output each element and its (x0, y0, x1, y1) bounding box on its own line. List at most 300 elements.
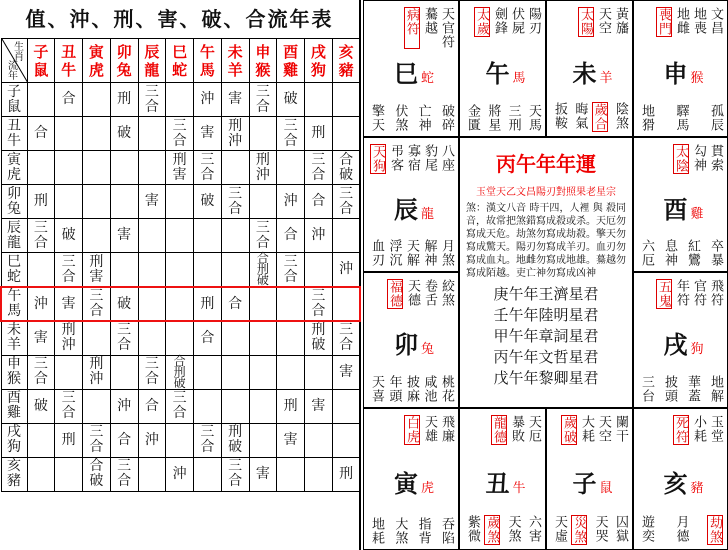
relation-cell: 三 合 (166, 389, 194, 423)
relation-cell (138, 457, 166, 491)
relation-cell: 刑 (277, 389, 305, 423)
relation-cell: 刑 沖 (83, 355, 111, 389)
relation-cell: 三 合 (277, 253, 305, 288)
star-label: 將星 (485, 104, 501, 132)
relation-cell: 三 合 (194, 151, 222, 185)
star-label: 披麻 (404, 375, 419, 403)
star-label: 孤辰 (708, 104, 723, 132)
relation-cell (221, 219, 249, 253)
star-label: 大煞 (392, 517, 408, 545)
relation-cell: 三 合 (194, 423, 222, 457)
relation-cell (55, 185, 83, 219)
relation-cell: 害 (194, 117, 222, 151)
star-label: 太歲 (474, 8, 489, 36)
star-label: 天虛 (552, 515, 567, 543)
relation-cell: 合 (138, 389, 166, 423)
branch-label: 寅虎 (394, 469, 435, 498)
relation-cell (27, 253, 55, 288)
column-header: 辰 龍 (138, 39, 166, 83)
table-row (1, 83, 360, 117)
relation-cell: 三 合 (249, 219, 277, 253)
star-label: 金匱 (465, 104, 480, 132)
relation-cell: 合 (277, 219, 305, 253)
star-label: 桃花 (439, 375, 454, 403)
star-label: 伏煞 (392, 104, 408, 132)
star-label: 寡宿 (405, 144, 420, 172)
relation-cell (305, 355, 333, 389)
relation-cell: 合 (55, 83, 83, 117)
branch-label: 丑牛 (485, 469, 526, 498)
relation-cell (221, 355, 249, 389)
star-label: 飛廉 (439, 415, 454, 443)
star-label: 八座 (439, 144, 454, 172)
row-label: 丑 牛 (1, 117, 27, 151)
row-label: 戌 狗 (1, 423, 27, 457)
animal-label: 鼠 (599, 481, 613, 496)
row-label: 未 羊 (1, 321, 27, 355)
star-label: 三刑 (505, 104, 521, 132)
relation-cell: 三 合 (138, 355, 166, 389)
column-header: 未 羊 (221, 39, 249, 83)
star-label: 小耗 (691, 415, 706, 443)
relation-cell: 刑 害 (166, 151, 194, 185)
branch-label: 子鼠 (572, 469, 613, 498)
corner-label-top: 生肖 (11, 41, 23, 61)
relation-cell (332, 287, 360, 321)
star-lord-item: 壬午年陸明星君 (493, 306, 599, 324)
center-title: 丙午年年運 (496, 152, 596, 176)
table-row (1, 185, 360, 219)
star-label: 歲合 (591, 103, 607, 131)
star-label: 太陽 (578, 8, 593, 36)
relation-cell: 刑 沖 (221, 117, 249, 151)
relation-cell (305, 457, 333, 491)
star-label: 扳鞍 (552, 102, 567, 130)
relation-cell: 三 合 (83, 423, 111, 457)
relation-cell: 害 (138, 185, 166, 219)
relation-cell: 刑 破 (221, 423, 249, 457)
relation-cell (277, 287, 305, 321)
palace-top-stars (673, 415, 723, 445)
relation-cell: 刑 沖 (249, 151, 277, 185)
relation-cell (249, 355, 277, 389)
palace-bottom-stars (368, 104, 454, 132)
table-row (1, 321, 360, 355)
relation-cell (110, 151, 138, 185)
column-header: 卯 兔 (110, 39, 138, 83)
relation-cell: 三 合 (332, 321, 360, 355)
relation-cell: 沖 (138, 423, 166, 457)
column-header: 亥 豬 (332, 39, 360, 83)
star-label: 華蓋 (685, 375, 700, 403)
star-label: 浮沉 (386, 239, 402, 267)
star-label: 囚獄 (612, 515, 628, 543)
table-corner (1, 39, 27, 83)
relation-cell (138, 253, 166, 288)
relation-cell (194, 389, 222, 423)
star-label: 黃旛 (613, 7, 628, 35)
relation-cell (249, 423, 277, 457)
table-title: 值、沖、刑、害、破、合流年表 (25, 7, 334, 31)
relation-cell: 沖 (194, 83, 222, 117)
relation-cell (249, 287, 277, 321)
palace-bottom-stars (464, 515, 541, 545)
relation-cell: 刑 (332, 457, 360, 491)
relation-cell: 沖 (110, 389, 138, 423)
relation-cell (27, 423, 55, 457)
branch-label: 卯兔 (394, 330, 435, 359)
table-row (1, 219, 360, 253)
relation-cell: 沖 (166, 457, 194, 491)
table-row (1, 287, 360, 321)
relation-cell (332, 219, 360, 253)
star-lord-item: 庚午年王濟星君 (493, 285, 599, 303)
palace-shen (633, 0, 728, 137)
relation-cell: 合 (194, 321, 222, 355)
star-lord-item: 甲午年章詞星君 (493, 327, 599, 345)
relation-cell: 刑 (194, 287, 222, 321)
star-label: 歲破 (561, 416, 576, 444)
relation-cell: 合 刑 破 (249, 253, 277, 288)
relation-cell (83, 117, 111, 151)
animal-label: 兔 (421, 342, 435, 357)
relations-table-panel (0, 0, 361, 550)
star-label: 闌干 (613, 415, 628, 443)
relation-cell: 合 (27, 117, 55, 151)
relation-cell: 刑 沖 (55, 321, 83, 355)
palace-bottom-stars (638, 375, 723, 403)
relation-cell (166, 321, 194, 355)
star-label: 天狗 (370, 145, 385, 173)
relation-cell: 三 合 (221, 185, 249, 219)
relation-cell (83, 219, 111, 253)
relation-cell: 刑 (55, 423, 83, 457)
palace-bottom-stars (551, 102, 628, 132)
relation-cell: 三 合 (55, 253, 83, 288)
relation-cell (332, 83, 360, 117)
row-label: 午 馬 (1, 287, 27, 321)
animal-label: 龍 (421, 206, 435, 222)
star-label: 白虎 (404, 416, 419, 444)
palace-yin (363, 408, 459, 550)
star-label: 官符 (691, 279, 706, 307)
palace-bottom-stars (638, 515, 723, 545)
star-label: 喪門 (656, 8, 671, 36)
relation-cell: 害 (277, 423, 305, 457)
star-label: 破碎 (438, 104, 454, 132)
relation-cell (221, 253, 249, 288)
column-header: 申 猴 (249, 39, 277, 83)
relation-cell: 沖 (277, 185, 305, 219)
star-lord-item: 丙午年文哲星君 (493, 348, 599, 366)
relation-cell (83, 389, 111, 423)
relation-cell: 三 合 (110, 457, 138, 491)
palace-top-stars (656, 7, 723, 37)
relation-cell: 害 (27, 321, 55, 355)
palace-top-stars (656, 279, 723, 309)
animal-label: 豬 (690, 481, 704, 496)
relations-table (0, 38, 361, 492)
relation-cell (110, 253, 138, 288)
relation-cell (194, 253, 222, 288)
star-label: 太陰 (673, 145, 688, 173)
column-header: 寅 虎 (83, 39, 111, 83)
star-label: 天空 (596, 415, 611, 443)
column-header: 戌 狗 (305, 39, 333, 83)
relation-cell (221, 389, 249, 423)
palace-chou (459, 408, 546, 550)
star-label: 披頭 (662, 375, 677, 403)
animal-label: 虎 (421, 481, 435, 496)
star-label: 吞陷 (438, 517, 454, 545)
star-label: 陰煞 (612, 102, 628, 130)
branch-label: 未羊 (572, 58, 613, 88)
star-label: 擎天 (369, 104, 384, 132)
star-label: 大耗 (579, 415, 594, 443)
relation-cell: 三 合 (110, 321, 138, 355)
star-label: 地猾 (639, 104, 654, 132)
row-label: 酉 雞 (1, 389, 27, 423)
animal-label: 猴 (690, 70, 704, 86)
star-label: 暴敗 (509, 415, 524, 443)
relation-cell: 三 合 (332, 185, 360, 219)
relation-cell (332, 423, 360, 457)
relation-cell (166, 219, 194, 253)
table-row (1, 355, 360, 389)
palace-wu (459, 0, 546, 137)
star-label: 紫微 (465, 515, 480, 543)
star-label: 豹尾 (422, 144, 437, 172)
relation-cell (138, 321, 166, 355)
palace-top-stars (578, 7, 628, 37)
star-label: 死符 (673, 416, 688, 444)
star-label: 天德 (405, 279, 420, 307)
palace-zi (546, 408, 633, 550)
relation-cell: 三 合 (305, 151, 333, 185)
relation-cell: 刑 (110, 83, 138, 117)
row-label: 亥 豬 (1, 457, 27, 491)
star-label: 龍德 (491, 416, 506, 444)
star-label: 弔客 (388, 144, 403, 172)
star-label: 三台 (639, 375, 654, 403)
column-header: 丑 牛 (55, 39, 83, 83)
branch-label: 午馬 (485, 58, 526, 88)
relation-cell (83, 83, 111, 117)
palace-top-stars (561, 415, 628, 445)
table-row (1, 423, 360, 457)
column-header: 酉 雞 (277, 39, 305, 83)
star-label: 劫煞 (707, 516, 722, 544)
branch-label: 酉雞 (663, 194, 704, 224)
column-header: 子 鼠 (27, 39, 55, 83)
relation-cell: 刑 (305, 117, 333, 151)
palace-top-stars (404, 7, 454, 49)
relation-cell: 三 合 (83, 287, 111, 321)
row-label: 申 猴 (1, 355, 27, 389)
relation-cell: 沖 (27, 287, 55, 321)
branch-label: 申猴 (663, 58, 704, 88)
relation-cell (277, 457, 305, 491)
star-label: 伏屍 (509, 7, 524, 35)
star-label: 血刃 (369, 239, 384, 267)
annual-chart (363, 0, 728, 550)
palace-bottom-stars (638, 239, 723, 267)
branch-label: 戌狗 (663, 330, 704, 359)
center-panel (459, 137, 633, 408)
star-label: 天喜 (369, 375, 384, 403)
animal-label: 牛 (512, 481, 526, 496)
star-label: 天煞 (505, 515, 521, 543)
relation-cell (277, 355, 305, 389)
branch-label: 辰龍 (394, 194, 435, 224)
star-label: 晦氣 (572, 102, 588, 130)
table-row (1, 151, 360, 185)
star-label: 咸池 (421, 375, 437, 403)
row-label: 辰 龍 (1, 219, 27, 253)
relation-cell: 沖 (305, 219, 333, 253)
star-label: 福德 (387, 280, 402, 308)
palace-wei (546, 0, 633, 137)
star-label: 遊奕 (639, 515, 654, 543)
star-label: 絞煞 (439, 279, 454, 307)
relation-cell (194, 355, 222, 389)
row-label: 寅 虎 (1, 151, 27, 185)
star-label: 六害 (525, 515, 541, 543)
relation-cell (194, 457, 222, 491)
star-label: 貫索 (708, 144, 723, 172)
relation-cell: 三 合 (27, 219, 55, 253)
star-label: 天馬 (525, 104, 541, 132)
relation-cell: 害 (110, 219, 138, 253)
relation-cell (277, 151, 305, 185)
relation-cell (27, 83, 55, 117)
relation-cell (277, 321, 305, 355)
star-label: 勾神 (691, 144, 706, 172)
relation-cell: 三 合 (305, 287, 333, 321)
relation-cell (138, 219, 166, 253)
relation-cell (166, 83, 194, 117)
relation-cell: 破 (110, 287, 138, 321)
relation-cell (332, 117, 360, 151)
relation-cell: 破 (194, 185, 222, 219)
star-label: 天空 (596, 7, 611, 35)
relation-cell (27, 151, 55, 185)
relation-cell (249, 321, 277, 355)
star-label: 亡神 (415, 104, 431, 132)
star-label: 指背 (415, 517, 431, 545)
palace-bottom-stars (368, 375, 454, 403)
relation-cell (166, 253, 194, 288)
relation-cell: 破 (55, 219, 83, 253)
palace-top-stars (474, 7, 541, 37)
relation-cell: 三 合 (55, 389, 83, 423)
palace-bottom-stars (551, 515, 628, 545)
relation-cell (27, 457, 55, 491)
relation-cell: 沖 (332, 253, 360, 288)
column-header: 巳 蛇 (166, 39, 194, 83)
table-row (1, 117, 360, 151)
star-label: 地耗 (369, 517, 384, 545)
relation-cell (83, 321, 111, 355)
star-label: 病符 (404, 7, 420, 49)
relation-cell: 三 合 (27, 355, 55, 389)
relation-cell (194, 219, 222, 253)
relation-cell (83, 185, 111, 219)
relation-cell (166, 185, 194, 219)
star-label: 天雄 (422, 415, 437, 443)
relation-cell: 害 (305, 389, 333, 423)
palace-top-stars (387, 279, 454, 309)
palace-bottom-stars (638, 104, 723, 132)
relation-cell: 三 合 (277, 117, 305, 151)
relation-cell (138, 117, 166, 151)
column-header: 午 馬 (194, 39, 222, 83)
relation-cell: 刑 (27, 185, 55, 219)
relation-cell (55, 151, 83, 185)
relation-cell: 合 破 (83, 457, 111, 491)
star-lord-list (460, 284, 632, 389)
relation-cell: 害 (55, 287, 83, 321)
relation-cell (55, 117, 83, 151)
palace-xu (633, 272, 728, 408)
row-label: 子 鼠 (1, 83, 27, 117)
relation-cell: 合 破 (332, 151, 360, 185)
star-label: 月德 (673, 515, 689, 543)
star-label: 玉堂 (708, 415, 723, 443)
relation-cell: 害 (249, 457, 277, 491)
relation-cell (166, 287, 194, 321)
relation-cell (249, 185, 277, 219)
center-note: 煞：漢文八音 時干四，人裡 與 殺同音，故常把煞錯寫成殺或杀。天厄勿寫成天危。劫煞勿寫成劫殺。擎天勿寫成驚天。陽刃勿寫成羊刃。血刃勿寫成血丸。地雌勿寫成地雄。驀越勿寫成陌越。吏亡神勿寫成凶神 (466, 203, 626, 279)
star-label: 年符 (674, 279, 689, 307)
animal-label: 馬 (512, 70, 526, 86)
star-label: 天官符 (439, 7, 454, 49)
star-label: 天哭 (592, 515, 608, 543)
star-label: 文昌 (708, 7, 723, 35)
palace-bottom-stars (368, 239, 454, 267)
relation-cell (138, 287, 166, 321)
star-label: 卷舌 (422, 279, 437, 307)
star-label: 年頭 (386, 375, 402, 403)
relation-cell: 三 合 (249, 83, 277, 117)
relation-cell: 合 (110, 423, 138, 457)
star-label: 息神 (662, 239, 677, 267)
palace-bottom-stars (368, 517, 454, 545)
animal-label: 狗 (690, 342, 704, 357)
star-label: 驛馬 (673, 104, 689, 132)
relation-cell (305, 253, 333, 288)
relation-cell: 刑 破 (305, 321, 333, 355)
relation-cell (55, 457, 83, 491)
star-label: 天厄 (526, 415, 541, 443)
relation-cell: 合 (221, 287, 249, 321)
relation-cell: 破 (110, 117, 138, 151)
star-label: 五鬼 (656, 280, 671, 308)
table-row (1, 253, 360, 288)
relation-cell (110, 185, 138, 219)
relation-cell (166, 423, 194, 457)
relation-cell (138, 151, 166, 185)
palace-top-stars (404, 415, 454, 445)
row-label: 巳 蛇 (1, 253, 27, 288)
relation-cell: 合 (305, 185, 333, 219)
star-label: 陽刃 (526, 7, 541, 35)
relation-cell (249, 389, 277, 423)
palace-top-stars (673, 144, 723, 174)
relation-cell (332, 389, 360, 423)
branch-label: 巳蛇 (394, 58, 435, 88)
star-label: 驀越 (422, 7, 437, 35)
